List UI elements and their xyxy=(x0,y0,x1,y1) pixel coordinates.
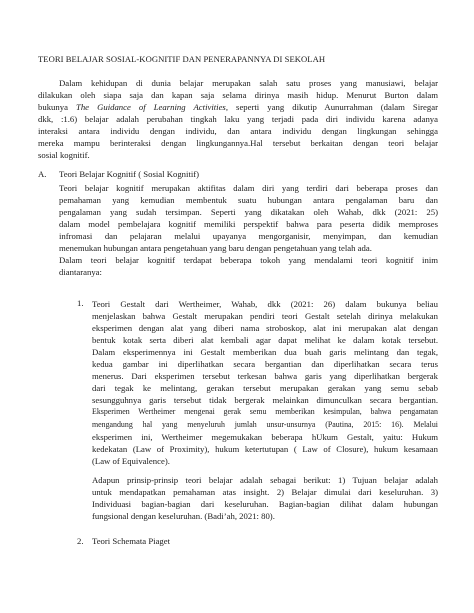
intro-line: dkk, :1.6) belajar adalah perubahan tingkah laku yang terjadi pada diri individu karena adanya xyxy=(38,114,438,124)
item-1-line: eksperimen ini, Wertheimer megemukakan beberapa hUkum Gestalt, yaitu: Hukum xyxy=(92,432,438,442)
section-a-line: dalam model pembelajara kognitif memiliki perspektif bahwa para peserta didik memproses xyxy=(59,219,438,229)
item-1-line: Eksperimen Wertheimer mengenai gerak semu memberikan kesimpulan, bahwa pengamatan xyxy=(92,407,438,416)
item-1-line xyxy=(92,418,438,431)
principles-line: untuk mendapatkan pemahaman atas insight. 2) Belajar dimulai dari keseluruhan. 3) xyxy=(92,487,438,497)
section-a-line: infromasi dan pelajaran melalui upayanya mengorganisir, menyimpan, dan kemudian xyxy=(59,231,438,241)
principles-line: Adapun prinsip-prinsip teori belajar adalah sebagai berikut: 1) Tujuan belajar adalah xyxy=(92,475,438,485)
section-a-line: diantaranya: xyxy=(59,267,102,277)
section-a-line: pemahaman yang kemudian membentuk suatu hubungan antara pengalaman baru dan xyxy=(59,195,438,205)
item-1-line: Teori Gestalt dari Wertheimer, Wahab, dkk (2021: 26) dalam bukunya beliau xyxy=(92,299,438,309)
section-a-line: pengalaman yang sudah tersimpan. Seperti yang dikatakan oleh Wahab, dkk (2021: 25) xyxy=(59,207,438,217)
item-1-line: dari tegak ke melintang, gerakan tersebut merupakan gerakan yang semu sebab xyxy=(92,383,438,393)
document-title: TEORI BELAJAR SOSIAL-KOGNITIF DAN PENERAPANNYA DI SEKOLAH xyxy=(38,54,326,64)
item-1-line: Dalam eksperimennya ini Gestalt memberikan dua buah garis melintang dan tegak, xyxy=(92,347,438,357)
intro-line: dilakukan oleh siapa saja dan kapan saja selama dirinya masih hidup. Menurut Burton dalam xyxy=(38,90,438,100)
intro-line: sosial kognitif. xyxy=(38,150,90,160)
intro-line: Dalam kehidupan di dunia belajar merupakan salah satu proses yang manusiawi, belajar xyxy=(59,78,438,88)
item-1-line: menjelaskan bahwa Gestalt merupakan pendiri teori Gestalt setelah dirinya melakukan xyxy=(92,311,438,321)
section-a-line: Teori belajar kognitif merupakan aktifitas dalam diri yang terdiri dari beberapa proses dan xyxy=(59,183,438,193)
item-1-line: eksperimen dengan alat yang diberi nama stroboskop, alat ini merupakan alat dengan xyxy=(92,323,438,333)
principles-line: fungsional dengan keseluruhan. (Badi’ah, 2021: 80). xyxy=(92,511,275,521)
item-1-line: (Law of Equivalence). xyxy=(92,456,170,466)
item-1-marker: 1. xyxy=(77,298,84,308)
section-a-heading: Teori Belajar Kognitif ( Sosial Kognitif) xyxy=(59,169,200,179)
item-2-marker: 2. xyxy=(77,536,84,546)
principles-line: Individuasi bagian-bagian dari keseluruhan. Bagian-bagian dilihat dalam hubungan xyxy=(92,499,438,509)
intro-line: interaksi antara individu dengan individu, dan antara individu dengan lingkungan sehingga xyxy=(38,126,438,136)
intro-line xyxy=(38,101,438,113)
section-a-line: Dalam teori belajar kognitif terdapat beberapa tokoh yang mendalami teori kognitif inim xyxy=(59,255,438,265)
item-2-heading: Teori Schemata Piaget xyxy=(92,536,171,546)
intro-paragraph xyxy=(38,77,438,161)
item-1-line: bentuk kotak serta diberi alat kembali agar dapat melihat ke dalam kotak tersebut. xyxy=(92,335,438,345)
item-1-line-small: mengandung hal yang menyeluruh jumlah unsur-unsurnya (Pautina, 2015: 16). Melalui xyxy=(92,420,438,429)
section-a-marker: A. xyxy=(38,169,47,179)
item-1-line: kedua gambar ini diperlihatkan secara bergantian dan diperlihatkan secara terus xyxy=(92,359,438,369)
item-1-line: sesungguhnya garis tersebut tidak bergerak melainkan dimunculkan secara bergantian. xyxy=(92,395,438,405)
section-a-line: menemukan hubungan antara pengetahuan yang baru dengan pengetahuan yang telah ada. xyxy=(59,243,372,253)
book-title: The Guidance of Learning Activities xyxy=(75,102,226,112)
section-a-paragraph xyxy=(59,182,438,278)
item-1-paragraph xyxy=(92,298,438,467)
item-1-principles xyxy=(92,474,438,522)
item-1-line: kedekatan (Law of Proximity), hukum ketertutupan ( Law of Closure), hukum kesamaan xyxy=(92,444,438,454)
intro-line: mereka mampu berinteraksi dengan lingkungannya.Hal tersebut berkaitan dengan teori belajar xyxy=(38,138,438,148)
item-1-line: menerus. Dari eksperimen tersebut terkesan bahwa garis yang diperlihatkan bergerak xyxy=(92,371,438,381)
intro-line-text: bukunya The Guidance of Learning Activities, seperti yang dikutip Aunurrahman (dalam Siregar xyxy=(38,102,439,112)
